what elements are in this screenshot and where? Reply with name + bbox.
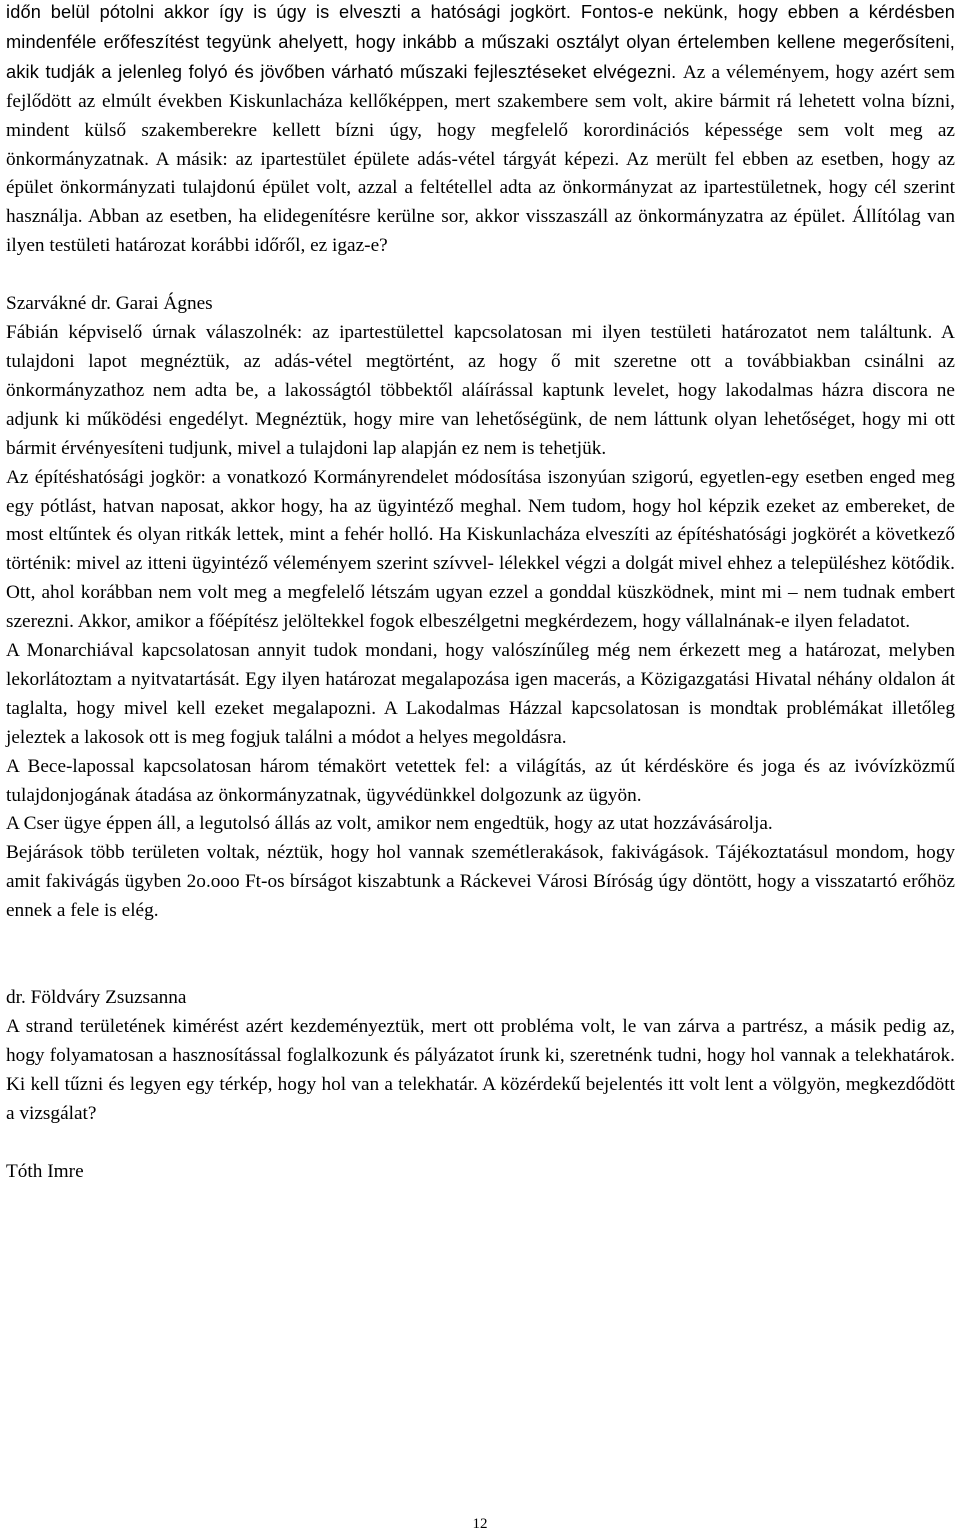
text-run: Az a véleményem, hogy azért sem fejlődött az elmúlt években Kiskunlacháza kellőképpen, mert szakembere sem volt, akire bármit rá lehetett volna bízni, mindent külső szakemberekre kellett bízni úgy, hogy megfelelő korordinációs képessége sem volt meg az önkormányzatnak. A másik: az ipartestület épülete adás-vétel tárgyát képezi. Az merült fel ebben az esetben, hogy az épület önkormányzati tulajdonú épület volt, azzal a feltétellel adta az önkormányzat az ipartestületnek, hogy cél szerint használja. Abban az esetben, ha elidegenítésre kerülne sor, akkor visszaszáll az önkormányzatra az épület. Állítólag van ilyen testületi határozat korábbi időről, ez igaz-e? bbox=[6, 61, 955, 257]
paragraph bbox=[6, 637, 955, 753]
paragraph bbox=[6, 1013, 955, 1129]
text-run: Az építéshatósági jogkör: a vonatkozó Kormányrendelet módosítása iszonyúan szigorú, egyetlen-egy esetben enged meg egy pótlást, hatvan naposat, akkor hogy, ha az ügyintéző meghal. Nem tudom, hogy hol képzik ezeket az embereket, de most eltűntek és olyan ritkák lettek, mint a fehér holló. Ha Kiskunlacháza elveszíti az építéshatósági jogkörét a következő történik: mivel az itteni ügyintéző véleményem szerint szívvel- lélekkel végzi a dolgát mivel ehhez a településhez kötődik. Ott, ahol korábban nem volt meg a megfelelő létszám ugyan ezzel a gonddal küszködnek, mint mi – nem tudnak embert szerezni. Akkor, amikor a főépítész jelöltekkel fogok elbeszélgetni megkérdezem, hogy vállalnának-e ilyen feladatot. bbox=[6, 466, 955, 633]
speaker-name: Tóth Imre bbox=[6, 1160, 84, 1182]
text-run: A strand területének kimérést azért kezdeményeztük, mert ott probléma volt, le van zárva a partrész, a másik pedig az, hogy folyamatosan a hasznosítással foglalkozunk és pályázatot írunk ki, szeretnénk tudni, hogy hol vannak a telekhatárok. Ki kell tűzni és legyen egy térkép, hogy hol van a telekhatár. A közérdekű bejelentés itt volt lent a völgyön, megkezdődött a vizsgálat? bbox=[6, 1016, 955, 1124]
text-run: Fábián képviselő úrnak válaszolnék: az ipartestülettel kapcsolatosan mi ilyen testületi határozatot nem találtunk. A tulajdoni lapot megnéztük, az adás-vétel megtörtént, az hogy ő mit szeretne ott a továbbiakban csinálni az önkormányzathoz nem adta be, a lakosságtól többektől aláírással kaptunk levelet, hogy lakodalmas házra discora ne adjunk ki működési engedélyt. Megnéztük, hogy mire van lehetőségünk, de nem láttunk olyan lehetőséget, hogy mi ott bármit érvényesíteni tudjunk, mivel a tulajdoni lap alapján ez nem is tehetjük. bbox=[6, 322, 955, 459]
paragraph bbox=[6, 839, 955, 926]
text-run: A Monarchiával kapcsolatosan annyit tudok mondani, hogy valószínűleg még nem érkezett meg a határozat, melyben lekorlátoztam a nyitvatartását. Egy ilyen határozat megalapozása igen macerás, a Közigazgatási Hivatal néhány oldalon át taglalta, hogy mivel kell ezeket megalapozni. A Lakodalmas Házzal kapcsolatosan is mondtak problémákat illetőleg jeleztek a lakosok ott is meg fogjuk találni a módot a helyes megoldásra. bbox=[6, 640, 955, 748]
document-body bbox=[6, 0, 955, 1187]
blank-line bbox=[6, 1129, 955, 1158]
speaker-name: dr. Földváry Zsuzsanna bbox=[6, 987, 187, 1009]
speaker-name: Szarvákné dr. Garai Ágnes bbox=[6, 293, 213, 315]
paragraph bbox=[6, 319, 955, 464]
page-number: 12 bbox=[472, 1516, 488, 1532]
blank-line bbox=[6, 261, 955, 290]
text-run: A Bece-lapossal kapcsolatosan három témakört vetettek fel: a világítás, az út kérdésköre és joga és az ivóvízközmű tulajdonjogának átadása az önkormányzatnak, ügyvédünkkel dolgozunk az ügyön. bbox=[6, 755, 955, 806]
text-run: Bejárások több területen voltak, néztük, hogy hol vannak szemétlerakások, fakivágások. Tájékoztatásul mondom, hogy amit fakivágás ügyben 2o.ooo Ft-os bírságot kiszabtunk a Ráckevei Városi Bíróság úgy döntött, hogy a visszatartó erőhöz ennek a fele is elég. bbox=[6, 842, 955, 922]
paragraph bbox=[6, 464, 955, 637]
text-run: időn belül pótolni akkor így is úgy is elveszti a hatósági jogkört. Fontos-e nekünk, hogy ebben a kérdésben mindenféle erőfeszítést tegyünk ahelyett, hogy inkább a műszaki osztályt olyan értelemben kellene megerősíteni, akik tudják a jelenleg folyó és jövőben várható műszaki fejlesztéseket elvégezni. bbox=[6, 2, 955, 82]
paragraph bbox=[6, 753, 955, 811]
paragraph bbox=[6, 0, 955, 261]
text-run: A Cser ügye éppen áll, a legutolsó állás az volt, amikor nem engedtük, hogy az utat hozzávásárolja. bbox=[6, 813, 773, 835]
paragraph bbox=[6, 810, 955, 839]
blank-lines bbox=[6, 926, 955, 984]
